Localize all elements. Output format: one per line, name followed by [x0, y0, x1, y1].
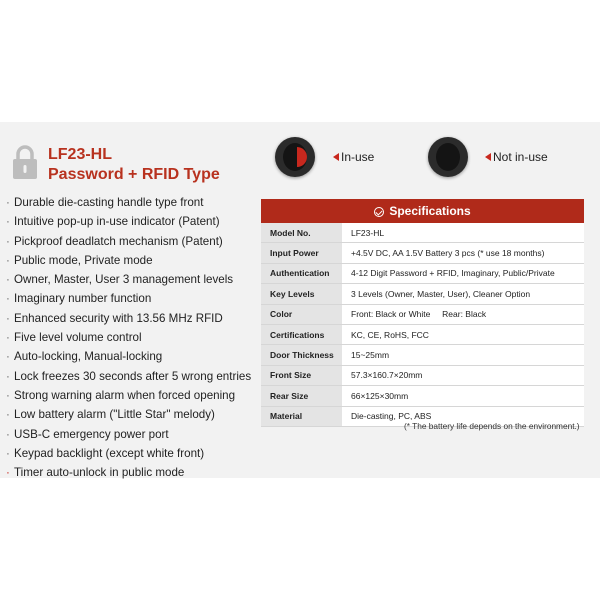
- table-row: Certifications KC, CE, RoHS, FCC: [261, 324, 584, 344]
- specifications-title: Specifications: [389, 204, 471, 218]
- table-row: Key Levels 3 Levels (Owner, Master, User), Cleaner Option: [261, 284, 584, 304]
- model-title: LF23-HL: [48, 146, 112, 163]
- table-row: Rear Size 66×125×30mm: [261, 386, 584, 406]
- check-circle-icon: [374, 207, 384, 217]
- feature-item: · Strong warning alarm when forced opening: [6, 388, 236, 402]
- padlock-icon: [10, 144, 40, 180]
- table-row: Color Front: Black or White Rear: Black: [261, 304, 584, 324]
- table-row: Model No. LF23-HL: [261, 223, 584, 243]
- feature-item: · Keypad backlight (except white front): [6, 446, 205, 460]
- in-use-label: In-use: [341, 150, 375, 164]
- feature-item: · Timer auto-unlock in public mode: [6, 466, 185, 480]
- table-row: Input Power +4.5V DC, AA 1.5V Battery 3 pcs (* use 18 months): [261, 243, 584, 263]
- feature-item: · Pickproof deadlatch mechanism (Patent): [6, 234, 223, 248]
- specifications-table: [261, 223, 584, 427]
- feature-item: · Imaginary number function: [6, 292, 152, 306]
- feature-item: · Intuitive pop-up in-use indicator (Patent): [6, 215, 220, 229]
- arrow-left-icon: [333, 153, 339, 161]
- feature-item: · Low battery alarm ("Little Star" melody): [6, 408, 215, 422]
- type-subtitle: Password + RFID Type: [48, 166, 220, 183]
- feature-item: · Auto-locking, Manual-locking: [6, 350, 163, 364]
- feature-item: · USB-C emergency power port: [6, 427, 169, 441]
- feature-item: · Enhanced security with 13.56 MHz RFID: [6, 311, 223, 325]
- table-row: Front Size 57.3×160.7×20mm: [261, 365, 584, 385]
- table-row: Door Thickness 15~25mm: [261, 345, 584, 365]
- not-in-use-label: Not in-use: [493, 150, 548, 164]
- feature-item: · Five level volume control: [6, 331, 142, 345]
- feature-item: · Public mode, Private mode: [6, 253, 153, 267]
- feature-item: · Lock freezes 30 seconds after 5 wrong entries: [6, 369, 252, 383]
- feature-list: [6, 193, 251, 482]
- not-in-use-indicator-image: [428, 137, 468, 177]
- specifications-header: [261, 199, 584, 223]
- battery-footnote: (* The battery life depends on the environment.): [404, 421, 580, 431]
- in-use-indicator-image: [275, 137, 315, 177]
- table-row: Material Die-casting, PC, ABS: [261, 406, 584, 426]
- arrow-left-icon: [485, 153, 491, 161]
- feature-item: · Owner, Master, User 3 management levels: [6, 273, 234, 287]
- table-row: Authentication 4-12 Digit Password + RFID, Imaginary, Public/Private: [261, 263, 584, 283]
- feature-item: · Durable die-casting handle type front: [6, 196, 204, 209]
